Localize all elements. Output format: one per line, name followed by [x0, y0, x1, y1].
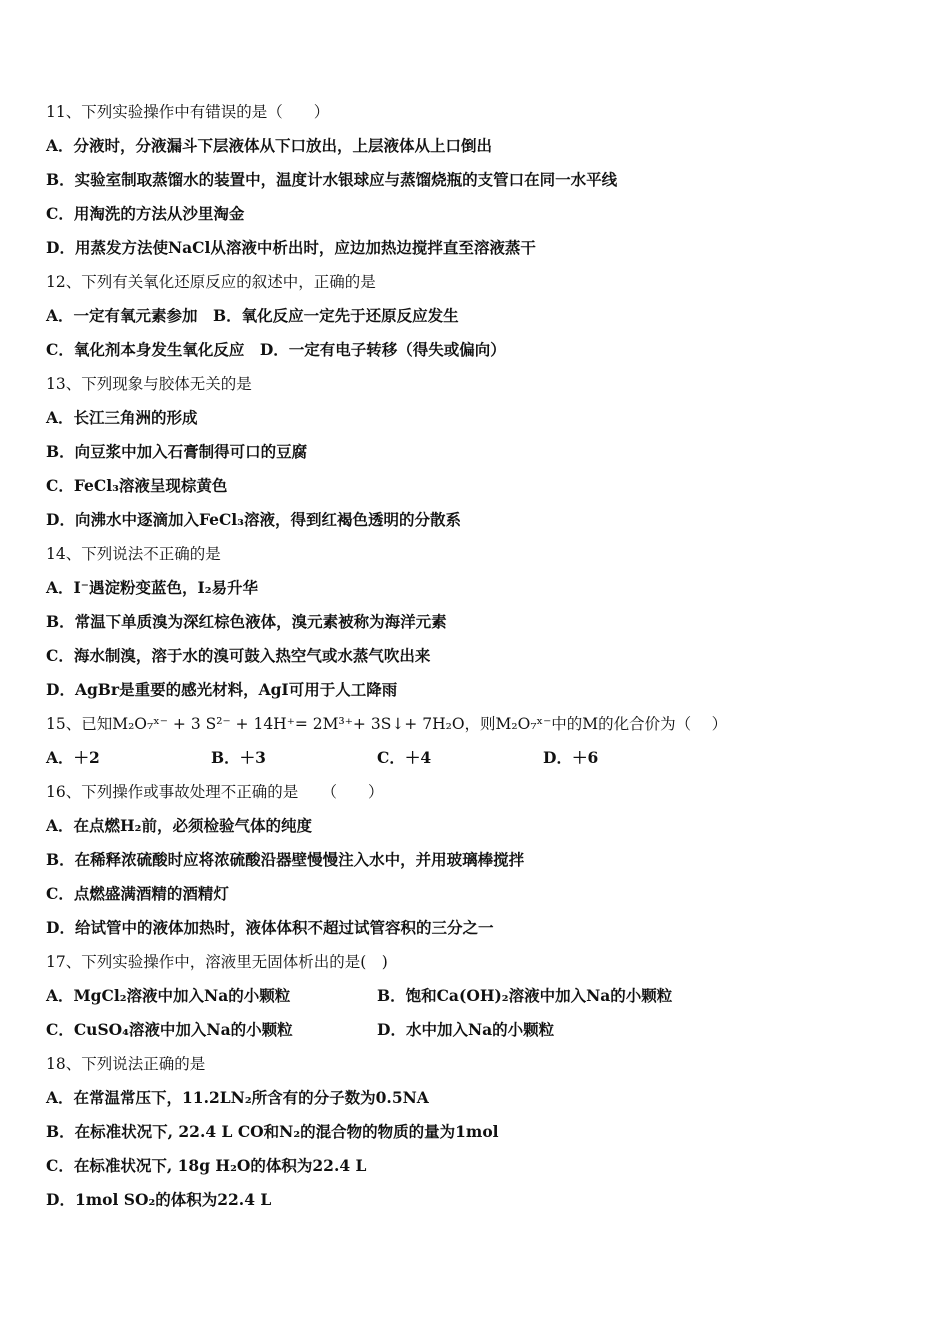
- question-18-option-a: A．在常温常压下，11.2LN₂所含有的分子数为0.5NA: [46, 1088, 429, 1107]
- question-15-option-b: B．＋3: [211, 748, 266, 767]
- question-15-options: [46, 741, 930, 775]
- question-18-stem: 18、下列说法正确的是: [46, 1055, 206, 1073]
- question-18-option-b: B．在标准状况下, 22.4 L CO和N₂的混合物的物质的量为1mol: [46, 1122, 499, 1141]
- question-13-option-b: B．向豆浆中加入石膏制得可口的豆腐: [46, 442, 308, 461]
- question-17-option-d: D．水中加入Na的小颗粒: [377, 1020, 555, 1039]
- question-11-option-d: D．用蒸发方法使NaCl从溶液中析出时，应边加热边搅拌直至溶液蒸干: [46, 238, 536, 257]
- question-16-stem: 16、下列操作或事故处理不正确的是 （ ）: [46, 783, 384, 801]
- question-15-stem: 15、已知M₂O₇ˣ⁻ + 3 S²⁻ + 14H⁺= 2M³⁺+ 3S↓+ 7H₂O，则M₂O₇ˣ⁻中的M的化合价为（ ）: [46, 715, 728, 733]
- question-17-option-b: B．饱和Ca(OH)₂溶液中加入Na的小颗粒: [377, 986, 673, 1005]
- question-13-stem: 13、下列现象与胶体无关的是: [46, 375, 252, 393]
- question-18-option-c: C．在标准状况下, 18g H₂O的体积为22.4 L: [46, 1156, 367, 1175]
- question-12-options-cd: C．氧化剂本身发生氧化反应 D．一定有电子转移（得失或偏向）: [46, 340, 506, 359]
- question-15-option-a: A．＋2: [46, 748, 100, 767]
- question-18-option-d: D．1mol SO₂的体积为22.4 L: [46, 1190, 272, 1209]
- question-17-options-ab: [46, 979, 930, 1013]
- question-11-option-a: A．分液时，分液漏斗下层液体从下口放出，上层液体从上口倒出: [46, 136, 493, 155]
- question-12-options-ab: A．一定有氧元素参加 B．氧化反应一定先于还原反应发生: [46, 306, 459, 325]
- question-15-option-d: D．＋6: [543, 748, 599, 767]
- question-13-option-a: A．长江三角洲的形成: [46, 408, 198, 427]
- question-14-option-a: A．I⁻遇淀粉变蓝色，I₂易升华: [46, 578, 258, 597]
- question-17-option-c: C．CuSO₄溶液中加入Na的小颗粒: [46, 1020, 293, 1039]
- question-11-option-c: C．用淘洗的方法从沙里淘金: [46, 204, 245, 223]
- question-17-option-a: A．MgCl₂溶液中加入Na的小颗粒: [46, 986, 291, 1005]
- question-13-option-c: C．FeCl₃溶液呈现棕黄色: [46, 476, 228, 495]
- question-14-option-c: C．海水制溴，溶于水的溴可鼓入热空气或水蒸气吹出来: [46, 646, 431, 665]
- question-16-option-c: C．点燃盛满酒精的酒精灯: [46, 884, 229, 903]
- question-17-options-cd: [46, 1013, 930, 1047]
- question-16-option-d: D．给试管中的液体加热时，液体体积不超过试管容积的三分之一: [46, 918, 494, 937]
- question-16-option-b: B．在稀释浓硫酸时应将浓硫酸沿器壁慢慢注入水中，并用玻璃棒搅拌: [46, 850, 525, 869]
- question-16-option-a: A．在点燃H₂前，必须检验气体的纯度: [46, 816, 312, 835]
- question-14-option-d: D．AgBr是重要的感光材料，AgI可用于人工降雨: [46, 680, 398, 699]
- question-11-option-b: B．实验室制取蒸馏水的装置中，温度计水银球应与蒸馏烧瓶的支管口在同一水平线: [46, 170, 618, 189]
- question-11-stem: 11、下列实验操作中有错误的是（ ）: [46, 103, 330, 121]
- question-14-stem: 14、下列说法不正确的是: [46, 545, 221, 563]
- question-12-stem: 12、下列有关氧化还原反应的叙述中，正确的是: [46, 273, 376, 291]
- question-13-option-d: D．向沸水中逐滴加入FeCl₃溶液，得到红褐色透明的分散系: [46, 510, 461, 529]
- question-17-stem: 17、下列实验操作中，溶液里无固体析出的是( ): [46, 953, 388, 971]
- question-14-option-b: B．常温下单质溴为深红棕色液体，溴元素被称为海洋元素: [46, 612, 447, 631]
- question-15-option-c: C．＋4: [377, 748, 432, 767]
